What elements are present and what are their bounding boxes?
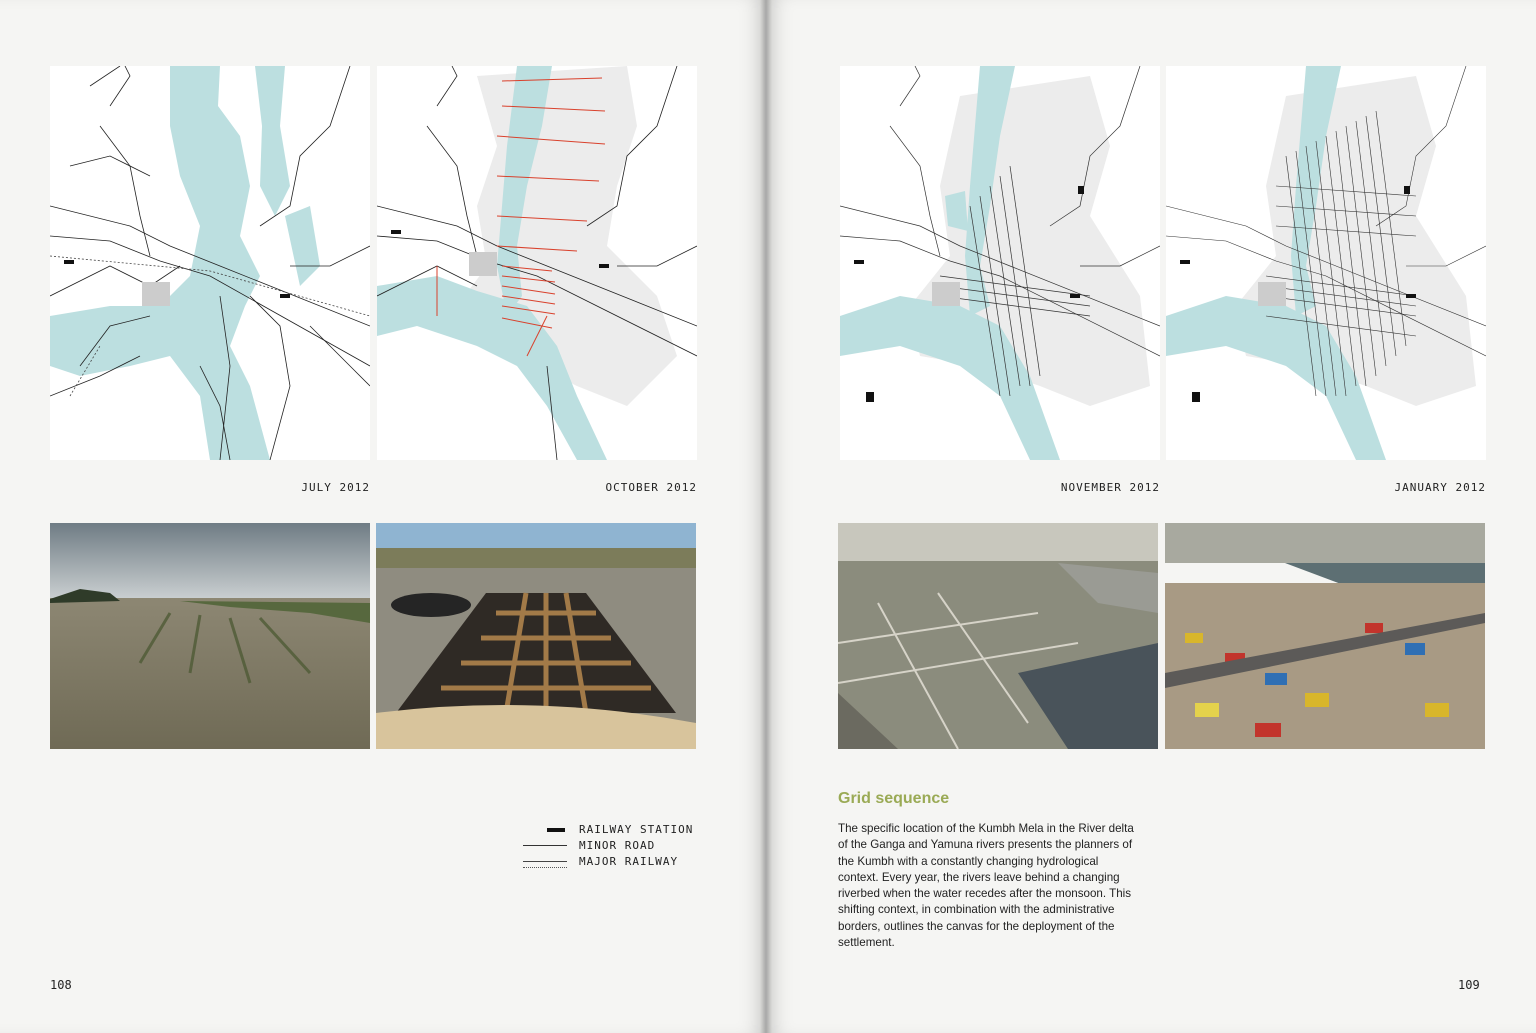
photo-pontoon-bridge: [376, 523, 696, 749]
page-number-right: 109: [1458, 978, 1480, 992]
map-november: [840, 66, 1160, 460]
map-october: [377, 66, 697, 460]
minor-road-line-icon: [523, 845, 567, 846]
railway-station-symbol-icon: [547, 828, 565, 832]
article-body: The specific location of the Kumbh Mela in the River delta of the Ganga and Yamuna rivers presents the planners of the Kumbh with a constantly changing hydrological context. Every year, the rivers leave behind a changing riverbed when the water recedes after the monsoon. This shifting context, in combination with the administrative borders, outlines the canvas for the deployment of the settlement.: [838, 822, 1134, 950]
legend-item-minor-road: [523, 838, 693, 854]
map-caption-november: NOVEMBER 2012: [1060, 481, 1160, 494]
legend-label: MAJOR RAILWAY: [579, 855, 679, 868]
photo-aerial-settlement-january: [1165, 523, 1485, 749]
legend-label: MINOR ROAD: [579, 839, 656, 852]
map-legend: [523, 822, 693, 870]
map-caption-july: JULY 2012: [301, 481, 370, 494]
map-january: [1166, 66, 1486, 460]
map-caption-january: JANUARY 2012: [1394, 481, 1486, 494]
page-number-left: 108: [50, 978, 72, 992]
major-road-line-icon: [523, 861, 567, 862]
map-caption-october: OCTOBER 2012: [605, 481, 697, 494]
photo-aerial-grid-november: [838, 523, 1158, 749]
book-gutter: [760, 0, 772, 1033]
article-heading: Grid sequence: [838, 790, 950, 807]
map-july: [50, 66, 370, 460]
photo-flooded-riverbed: [50, 523, 370, 749]
railway-dotted-line-icon: [523, 867, 567, 868]
legend-item-major-railway: [523, 854, 693, 870]
legend-label: RAILWAY STATION: [579, 823, 694, 836]
legend-item-railway-station: [523, 822, 693, 838]
